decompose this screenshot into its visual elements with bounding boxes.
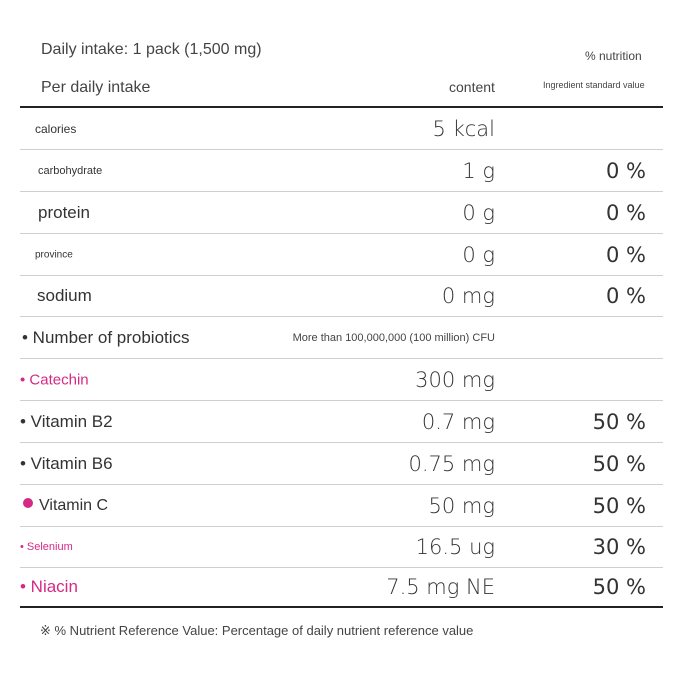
table-row xyxy=(20,443,663,484)
row-label: protein xyxy=(38,202,90,222)
table-row xyxy=(20,359,663,400)
row-label: calories xyxy=(35,121,77,136)
row-pct: 30 % xyxy=(592,535,646,559)
footnote: ※ % Nutrient Reference Value: Percentage of daily nutrient reference value xyxy=(40,623,474,638)
row-value: 16.5 ug xyxy=(415,535,495,559)
table-row xyxy=(20,401,663,442)
row-label: • Catechin xyxy=(20,371,89,388)
row-label: province xyxy=(35,249,73,260)
row-value: 7.5 mg NE xyxy=(386,575,495,599)
row-pct: 0 % xyxy=(606,200,646,225)
table-row xyxy=(20,568,663,606)
row-pct: 50 % xyxy=(592,409,646,434)
table-row xyxy=(20,234,663,275)
row-label-text: Vitamin C xyxy=(39,496,109,514)
row-label: • Niacin xyxy=(20,577,78,596)
row-label: • Number of probiotics xyxy=(22,327,190,347)
row-pct: 0 % xyxy=(606,284,646,308)
table-row xyxy=(20,527,663,567)
table-row xyxy=(20,485,663,526)
row-pct: 50 % xyxy=(592,493,646,518)
row-value: 0 g xyxy=(462,200,495,225)
row-label: • Selenium xyxy=(20,541,73,553)
row-value: 0 g xyxy=(462,242,495,267)
daily-intake-label: Daily intake: 1 pack (1,500 mg) xyxy=(41,41,262,58)
table-row xyxy=(20,150,663,191)
pct-nutrition-header: % nutrition xyxy=(585,49,642,63)
content-column-header: content xyxy=(449,79,495,95)
row-value: 50 mg xyxy=(428,493,495,518)
row-value: More than 100,000,000 (100 million) CFU xyxy=(292,331,495,344)
table-bottom-rule xyxy=(20,606,663,608)
table-row xyxy=(20,317,663,358)
row-label xyxy=(23,497,108,515)
row-label: • Vitamin B2 xyxy=(20,411,113,431)
row-value: 1 g xyxy=(462,158,495,183)
table-row xyxy=(20,108,663,149)
row-pct: 50 % xyxy=(592,575,646,599)
ingredient-standard-header: Ingredient standard value xyxy=(543,80,645,90)
row-value: 5 kcal xyxy=(432,116,495,141)
row-label: carbohydrate xyxy=(38,164,103,177)
row-pct: 0 % xyxy=(606,158,646,183)
table-row xyxy=(20,192,663,233)
row-value: 0.75 mg xyxy=(408,451,495,476)
pink-bullet-icon xyxy=(23,498,33,508)
per-daily-intake-label: Per daily intake xyxy=(41,79,151,96)
row-value: 0.7 mg xyxy=(421,409,495,434)
row-value: 300 mg xyxy=(415,367,495,392)
row-pct: 0 % xyxy=(606,242,646,267)
row-pct: 50 % xyxy=(592,451,646,476)
table-row xyxy=(20,276,663,316)
row-value: 0 mg xyxy=(441,284,495,308)
row-label: sodium xyxy=(37,286,92,305)
row-label: • Vitamin B6 xyxy=(20,453,113,473)
